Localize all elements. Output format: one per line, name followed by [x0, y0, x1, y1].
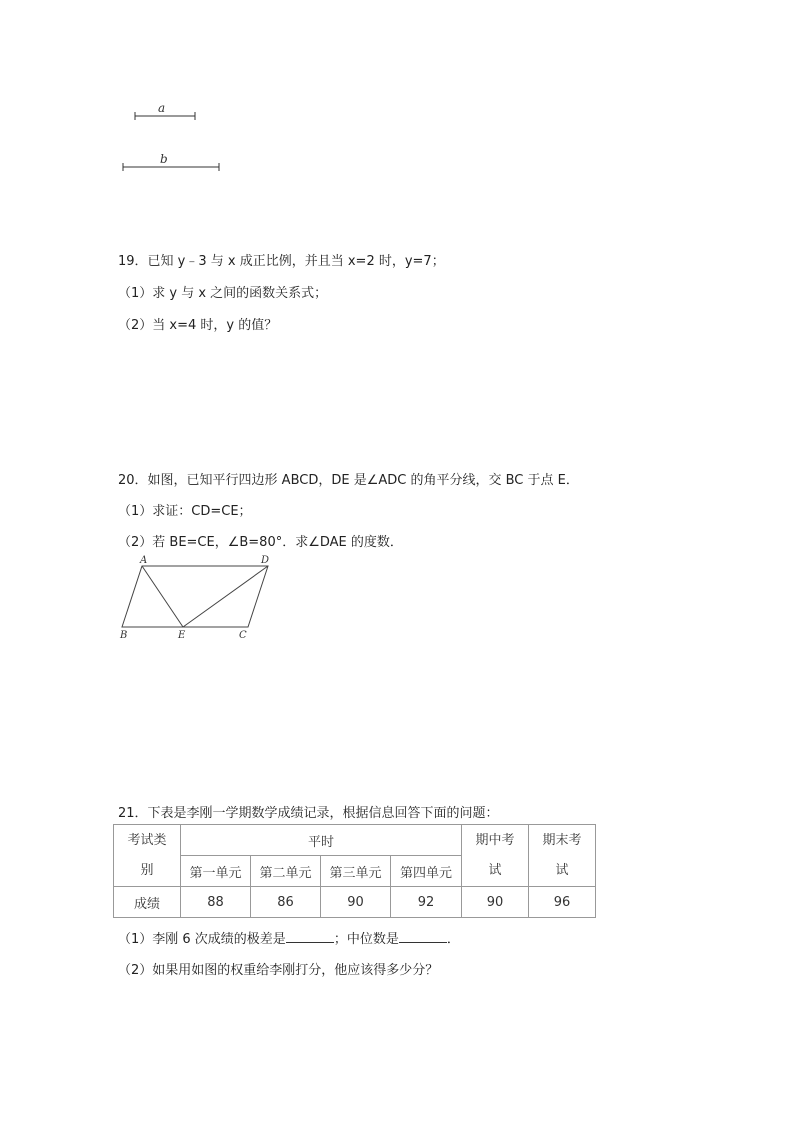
point-a-label: A — [140, 555, 148, 566]
table-row — [114, 887, 596, 918]
score-label: 成绩 — [114, 887, 181, 918]
score-table — [113, 824, 596, 918]
header-unit-3: 第三单元 — [321, 856, 391, 887]
segments-figure — [115, 95, 235, 180]
q20-part2: （2）若 BE=CE，∠B=80°．求∠DAE 的度数． — [118, 535, 403, 550]
q21-part1-text-c: ． — [446, 932, 460, 947]
score-cell: 86 — [251, 887, 321, 918]
score-cell: 96 — [529, 887, 596, 918]
header-final-line2: 试 — [555, 862, 569, 878]
header-unit-4: 第四单元 — [391, 856, 462, 887]
point-c-label: C — [239, 630, 247, 641]
segment-de — [183, 566, 268, 627]
answer-blank-range[interactable] — [286, 930, 334, 943]
q21-part2: （2）如果用如图的权重给李刚打分，他应该得多少分？ — [118, 963, 439, 978]
table-row — [114, 825, 596, 856]
point-e-label: E — [178, 630, 186, 641]
score-cell: 88 — [181, 887, 251, 918]
header-exam-type-line2: 别 — [140, 862, 154, 878]
header-midterm-line1: 期中考 — [475, 832, 515, 848]
score-cell: 90 — [321, 887, 391, 918]
header-exam-type-line1: 考试类 — [127, 832, 167, 848]
q21-stem: 21．下表是李刚一学期数学成绩记录，根据信息回答下面的问题： — [118, 806, 499, 821]
q19-stem: 19．已知 y﹣3 与 x 成正比例，并且当 x=2 时，y=7； — [118, 254, 445, 269]
q20-stem: 20．如图，已知平行四边形 ABCD，DE 是∠ADC 的角平分线，交 BC 于点 E． — [118, 473, 579, 488]
header-final-line1: 期末考 — [542, 832, 582, 848]
q21-part1 — [118, 928, 460, 947]
q21-part1-text-b: ；中位数是 — [333, 932, 399, 947]
segment-a-label: a — [158, 101, 166, 115]
q19-part1: （1）求 y 与 x 之间的函数关系式； — [118, 286, 328, 301]
segment-ae — [142, 566, 183, 627]
header-regular: 平时 — [181, 825, 462, 856]
answer-blank-median[interactable] — [399, 930, 447, 943]
q20-part1: （1）求证：CD=CE； — [118, 504, 252, 519]
header-midterm — [462, 825, 529, 887]
header-unit-2: 第二单元 — [251, 856, 321, 887]
header-exam-type — [114, 825, 181, 887]
header-midterm-line2: 试 — [488, 862, 502, 878]
segment-b-label: b — [160, 152, 168, 166]
header-unit-1: 第一单元 — [181, 856, 251, 887]
point-d-label: D — [261, 555, 270, 566]
q21-part1-text-a: （1）李刚 6 次成绩的极差是 — [118, 932, 286, 947]
q19-part2: （2）当 x=4 时，y 的值？ — [118, 318, 278, 333]
score-cell: 90 — [462, 887, 529, 918]
header-final — [529, 825, 596, 887]
parallelogram-figure — [115, 552, 280, 642]
score-cell: 92 — [391, 887, 462, 918]
point-b-label: B — [120, 630, 128, 641]
